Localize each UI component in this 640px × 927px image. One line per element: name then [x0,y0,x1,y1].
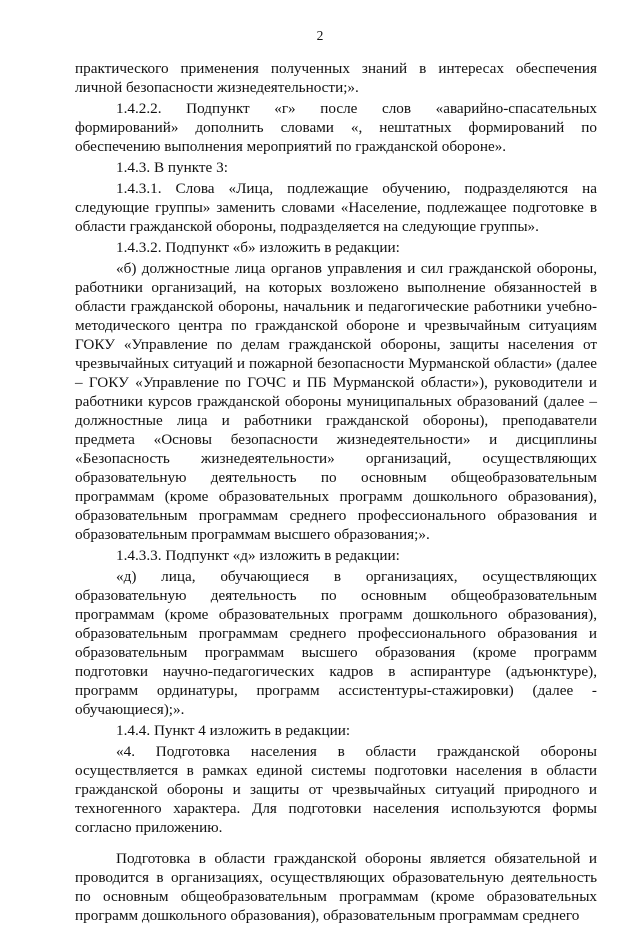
paragraph-1-4-3-2: 1.4.3.2. Подпункт «б» изложить в редакции: [116,239,400,256]
paragraph-item-4: «4. Подготовка населения в области гражданской обороны осуществляется в рамках единой системы подготовки населения в области гражданской обороны и защиты от чрезвычайных ситуаций природного и техногенного характера. Для подготовки населения используются формы согласно приложению. [75,743,597,836]
page-number: 2 [316,28,324,43]
paragraph-subitem-b: «б) должностные лица органов управления и сил гражданской обороны, работники организаций, на которых возложено выполнение обязанностей в области гражданской обороны, начальник и педагогические работники учебно-методического центра по гражданской обороне и чрезвычайным ситуациям ГОКУ «Управление по делам гражданской обороны, защиты населения от чрезвычайных ситуаций и пожарной безопасности Мурманской области» (далее – ГОКУ «Управление по ГОЧС и ПБ Мурманской области»), руководители и работники курсов гражданской обороны муниципальных образований (далее – должностные лица и работники гражданской обороны), преподаватели предмета «Основы безопасности жизнедеятельности» и дисциплины «Безопасность жизнедеятельности» организаций, осуществляющих образовательную деятельность по основным общеобразовательным программам (кроме образовательных программ дошкольного образования), образовательным программам среднего профессионального образования и образовательным программам высшего образования;». [75,260,597,543]
paragraph-continuation: практического применения полученных знаний в интересах обеспечения личной безопасности жизнедеятельности;». [75,60,597,96]
paragraph-1-4-3: 1.4.3. В пункте 3: [116,159,228,176]
paragraph-1-4-3-3: 1.4.3.3. Подпункт «д» изложить в редакции: [116,547,400,564]
document-body [75,59,597,927]
paragraph-subitem-d: «д) лица, обучающиеся в организациях, осуществляющих образовательную деятельность по основным общеобразовательным программам (кроме образовательных программ дошкольного образования), образовательным программам среднего профессионального образования и образовательным программам высшего образования (кроме программ подготовки научно-педагогических кадров в аспирантуре (адъюнктуре), программ ординатуры, программ ассистентуры-стажировки) (далее - обучающиеся);». [75,568,597,718]
paragraph-1-4-4: 1.4.4. Пункт 4 изложить в редакции: [116,722,351,739]
paragraph-training-mandatory: Подготовка в области гражданской обороны является обязательной и проводится в организациях, осуществляющих образовательную деятельность по основным общеобразовательным программам (кроме образовательных программ дошкольного образования), образовательным программам среднего [75,850,597,924]
paragraph-1-4-2-2: 1.4.2.2. Подпункт «г» после слов «аварийно-спасательных формирований» дополнить словами «, нештатных формирований по обеспечению выполнения мероприятий по гражданской обороне». [75,100,597,155]
paragraph-1-4-3-1: 1.4.3.1. Слова «Лица, подлежащие обучению, подразделяются на следующие группы» заменить словами «Население, подлежащее подготовке в области гражданской обороны, подразделяется на следующие группы». [75,180,597,235]
